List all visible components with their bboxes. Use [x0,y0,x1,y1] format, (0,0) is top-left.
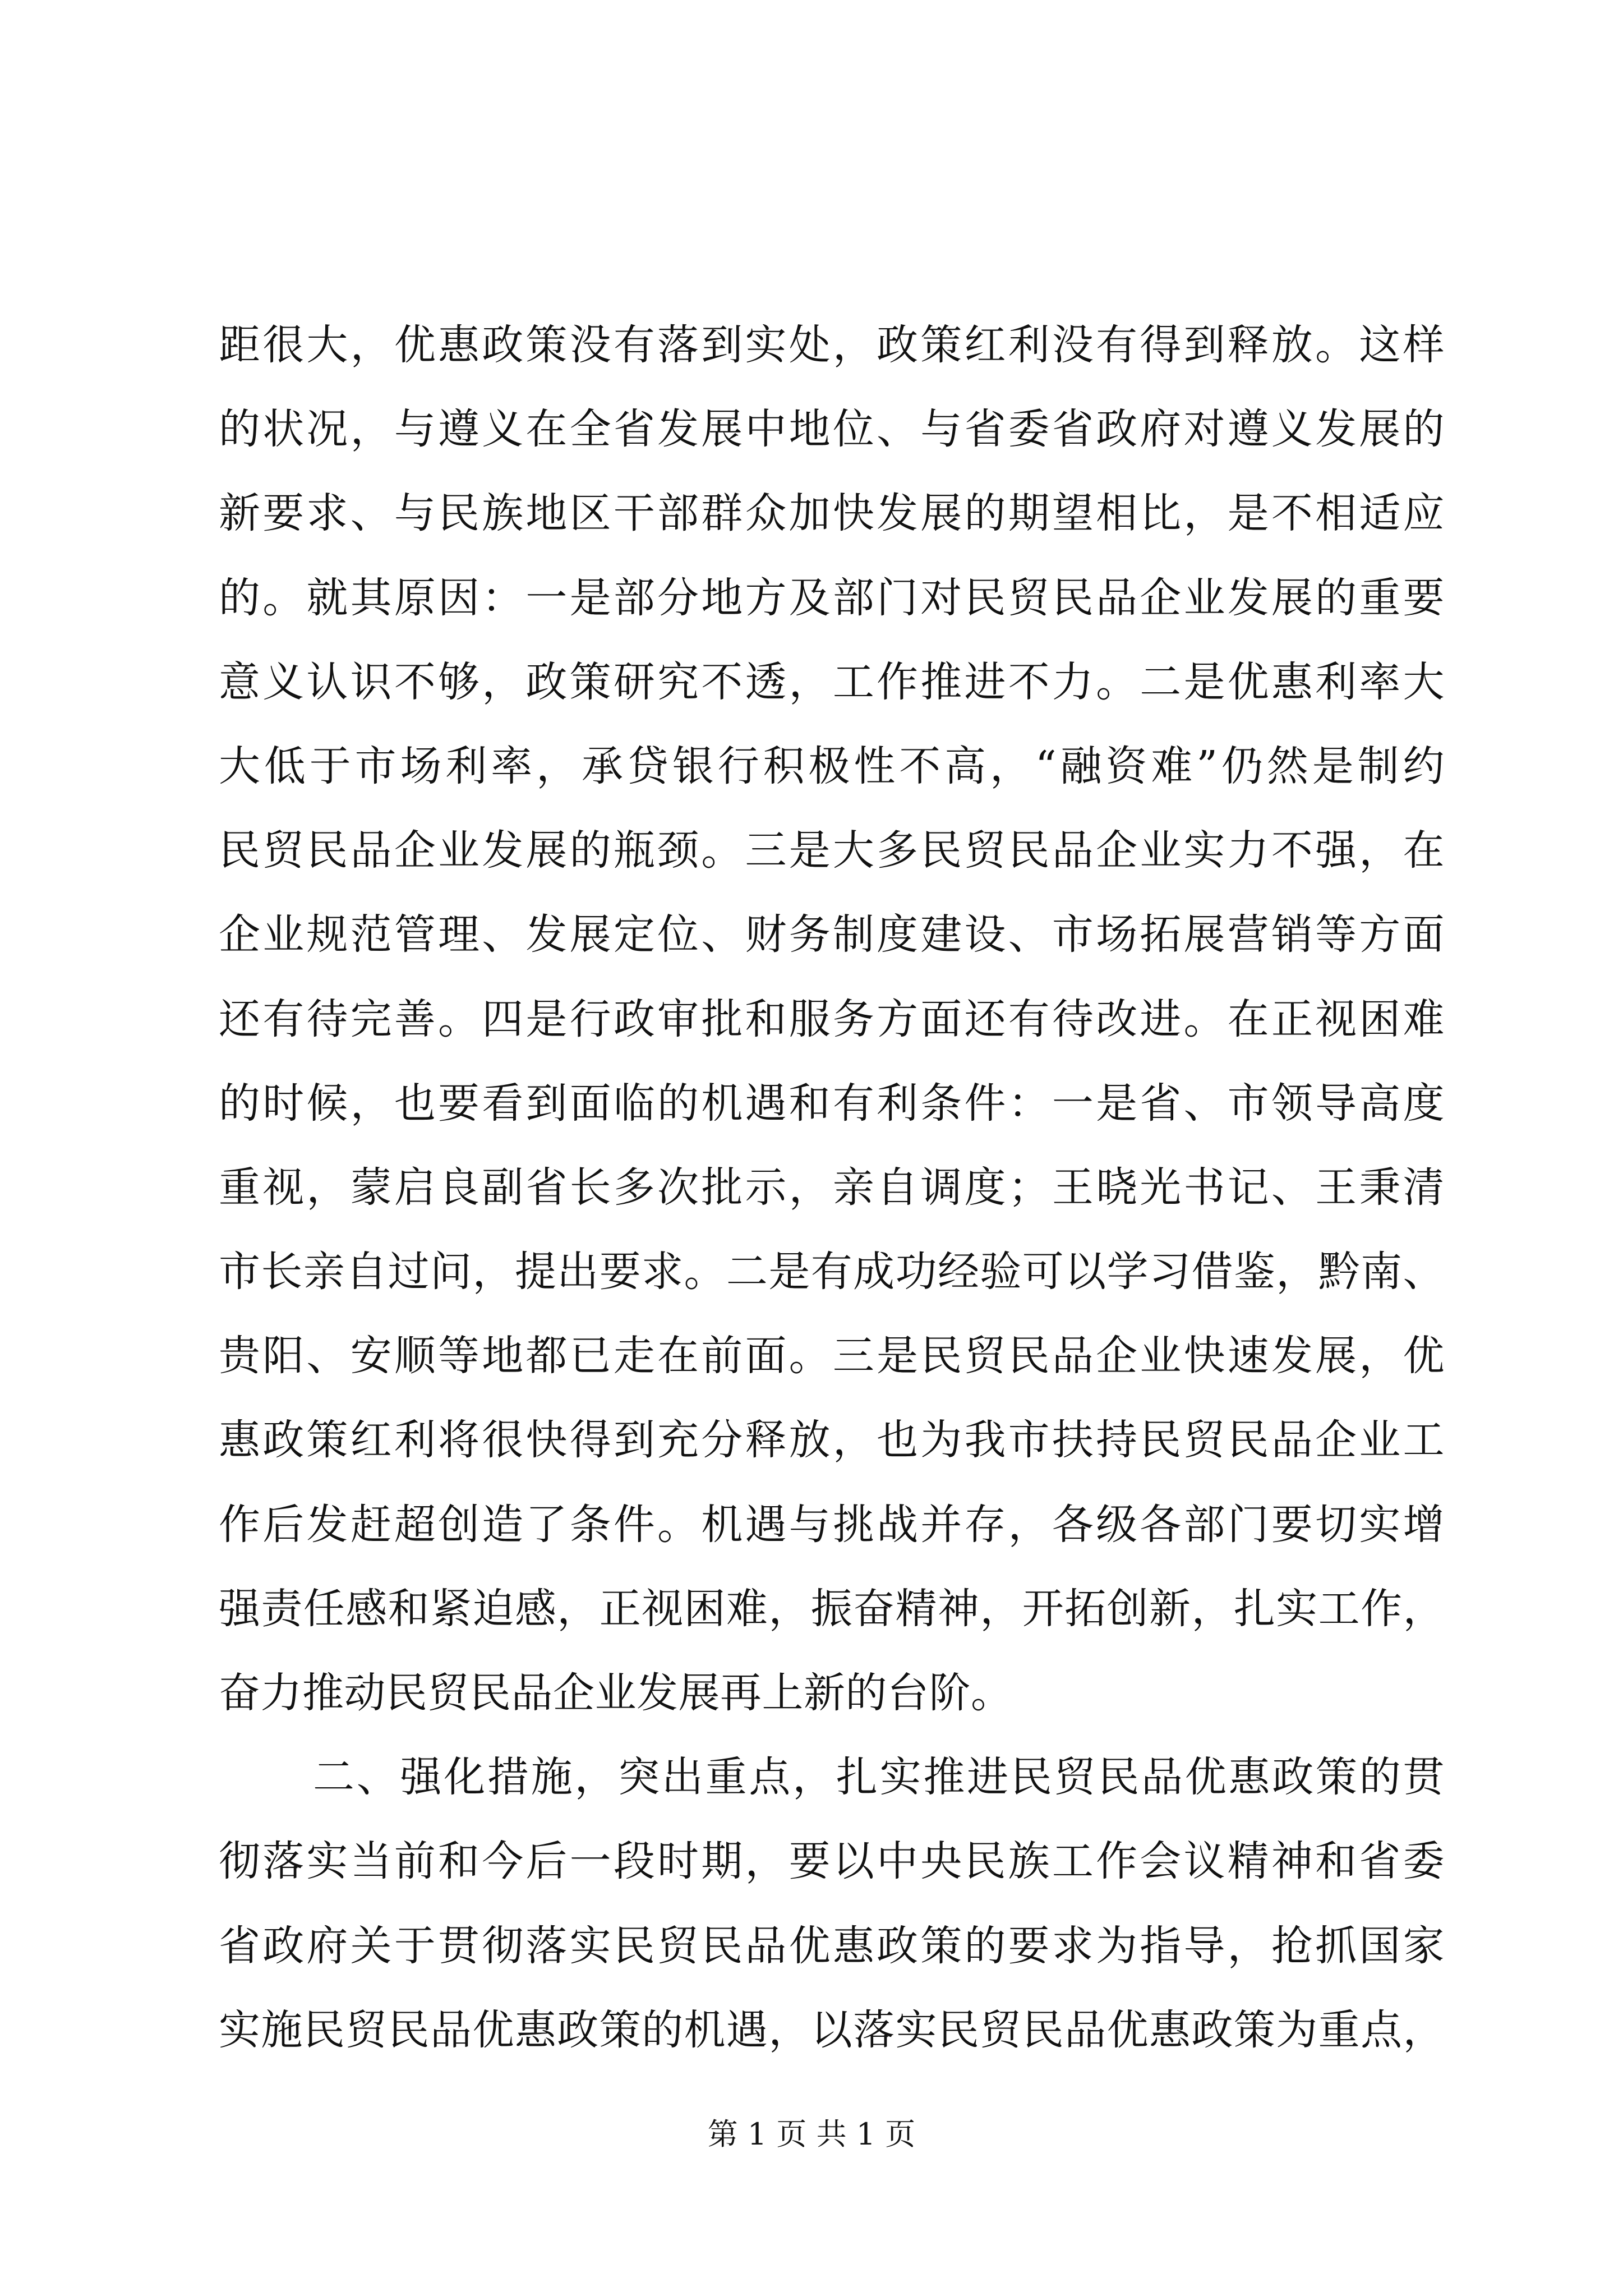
body-text [219,303,1445,2072]
section-heading-line: 二、强化措施，突出重点，扎实推进民贸民品优惠政策的贯 [313,1753,1445,1802]
text-line: 意义认识不够，政策研究不透，工作推进不力。二是优惠利率大 [219,657,1445,706]
text-line: 市长亲自过问，提出要求。二是有成功经验可以学习借鉴，黔南、 [219,1248,1445,1296]
text-line: 还有待完善。四是行政审批和服务方面还有待改进。在正视困难 [219,995,1445,1043]
text-line: 重视，蒙启良副省长多次批示，亲自调度；王晓光书记、王秉清 [219,1163,1445,1212]
text-line: 作后发赶超创造了条件。机遇与挑战并存，各级各部门要切实增 [219,1500,1445,1549]
text-line: 大低于市场利率，承贷银行积极性不高，“融资难”仍然是制约 [219,742,1445,790]
text-line: 省政府关于贯彻落实民贸民品优惠政策的要求为指导，抢抓国家 [219,1921,1445,1970]
text-line: 的状况，与遵义在全省发展中地位、与省委省政府对遵义发展的 [219,405,1445,454]
text-line: 企业规范管理、发展定位、财务制度建设、市场拓展营销等方面 [219,910,1445,959]
text-line: 奋力推动民贸民品企业发展再上新的台阶。 [219,1669,1013,1717]
text-line: 新要求、与民族地区干部群众加快发展的期望相比，是不相适应 [219,489,1445,538]
text-line: 的。就其原因：一是部分地方及部门对民贸民品企业发展的重要 [219,573,1445,622]
text-line: 的时候，也要看到面临的机遇和有利条件：一是省、市领导高度 [219,1079,1445,1128]
page-number-footer: 第 1 页 共 1 页 [707,2116,916,2152]
text-line: 彻落实当前和今后一段时期，要以中央民族工作会议精神和省委 [219,1837,1445,1886]
text-line: 距很大，优惠政策没有落到实处，政策红利没有得到释放。这样 [219,321,1445,369]
text-line: 强责任感和紧迫感，正视困难，振奋精神，开拓创新，扎实工作， [219,1584,1445,1633]
text-line: 实施民贸民品优惠政策的机遇，以落实民贸民品优惠政策为重点， [219,2005,1445,2054]
text-line: 贵阳、安顺等地都已走在前面。三是民贸民品企业快速发展，优 [219,1332,1445,1381]
text-line: 惠政策红利将很快得到充分释放，也为我市扶持民贸民品企业工 [219,1416,1445,1465]
text-line: 民贸民品企业发展的瓶颈。三是大多民贸民品企业实力不强，在 [219,826,1445,875]
